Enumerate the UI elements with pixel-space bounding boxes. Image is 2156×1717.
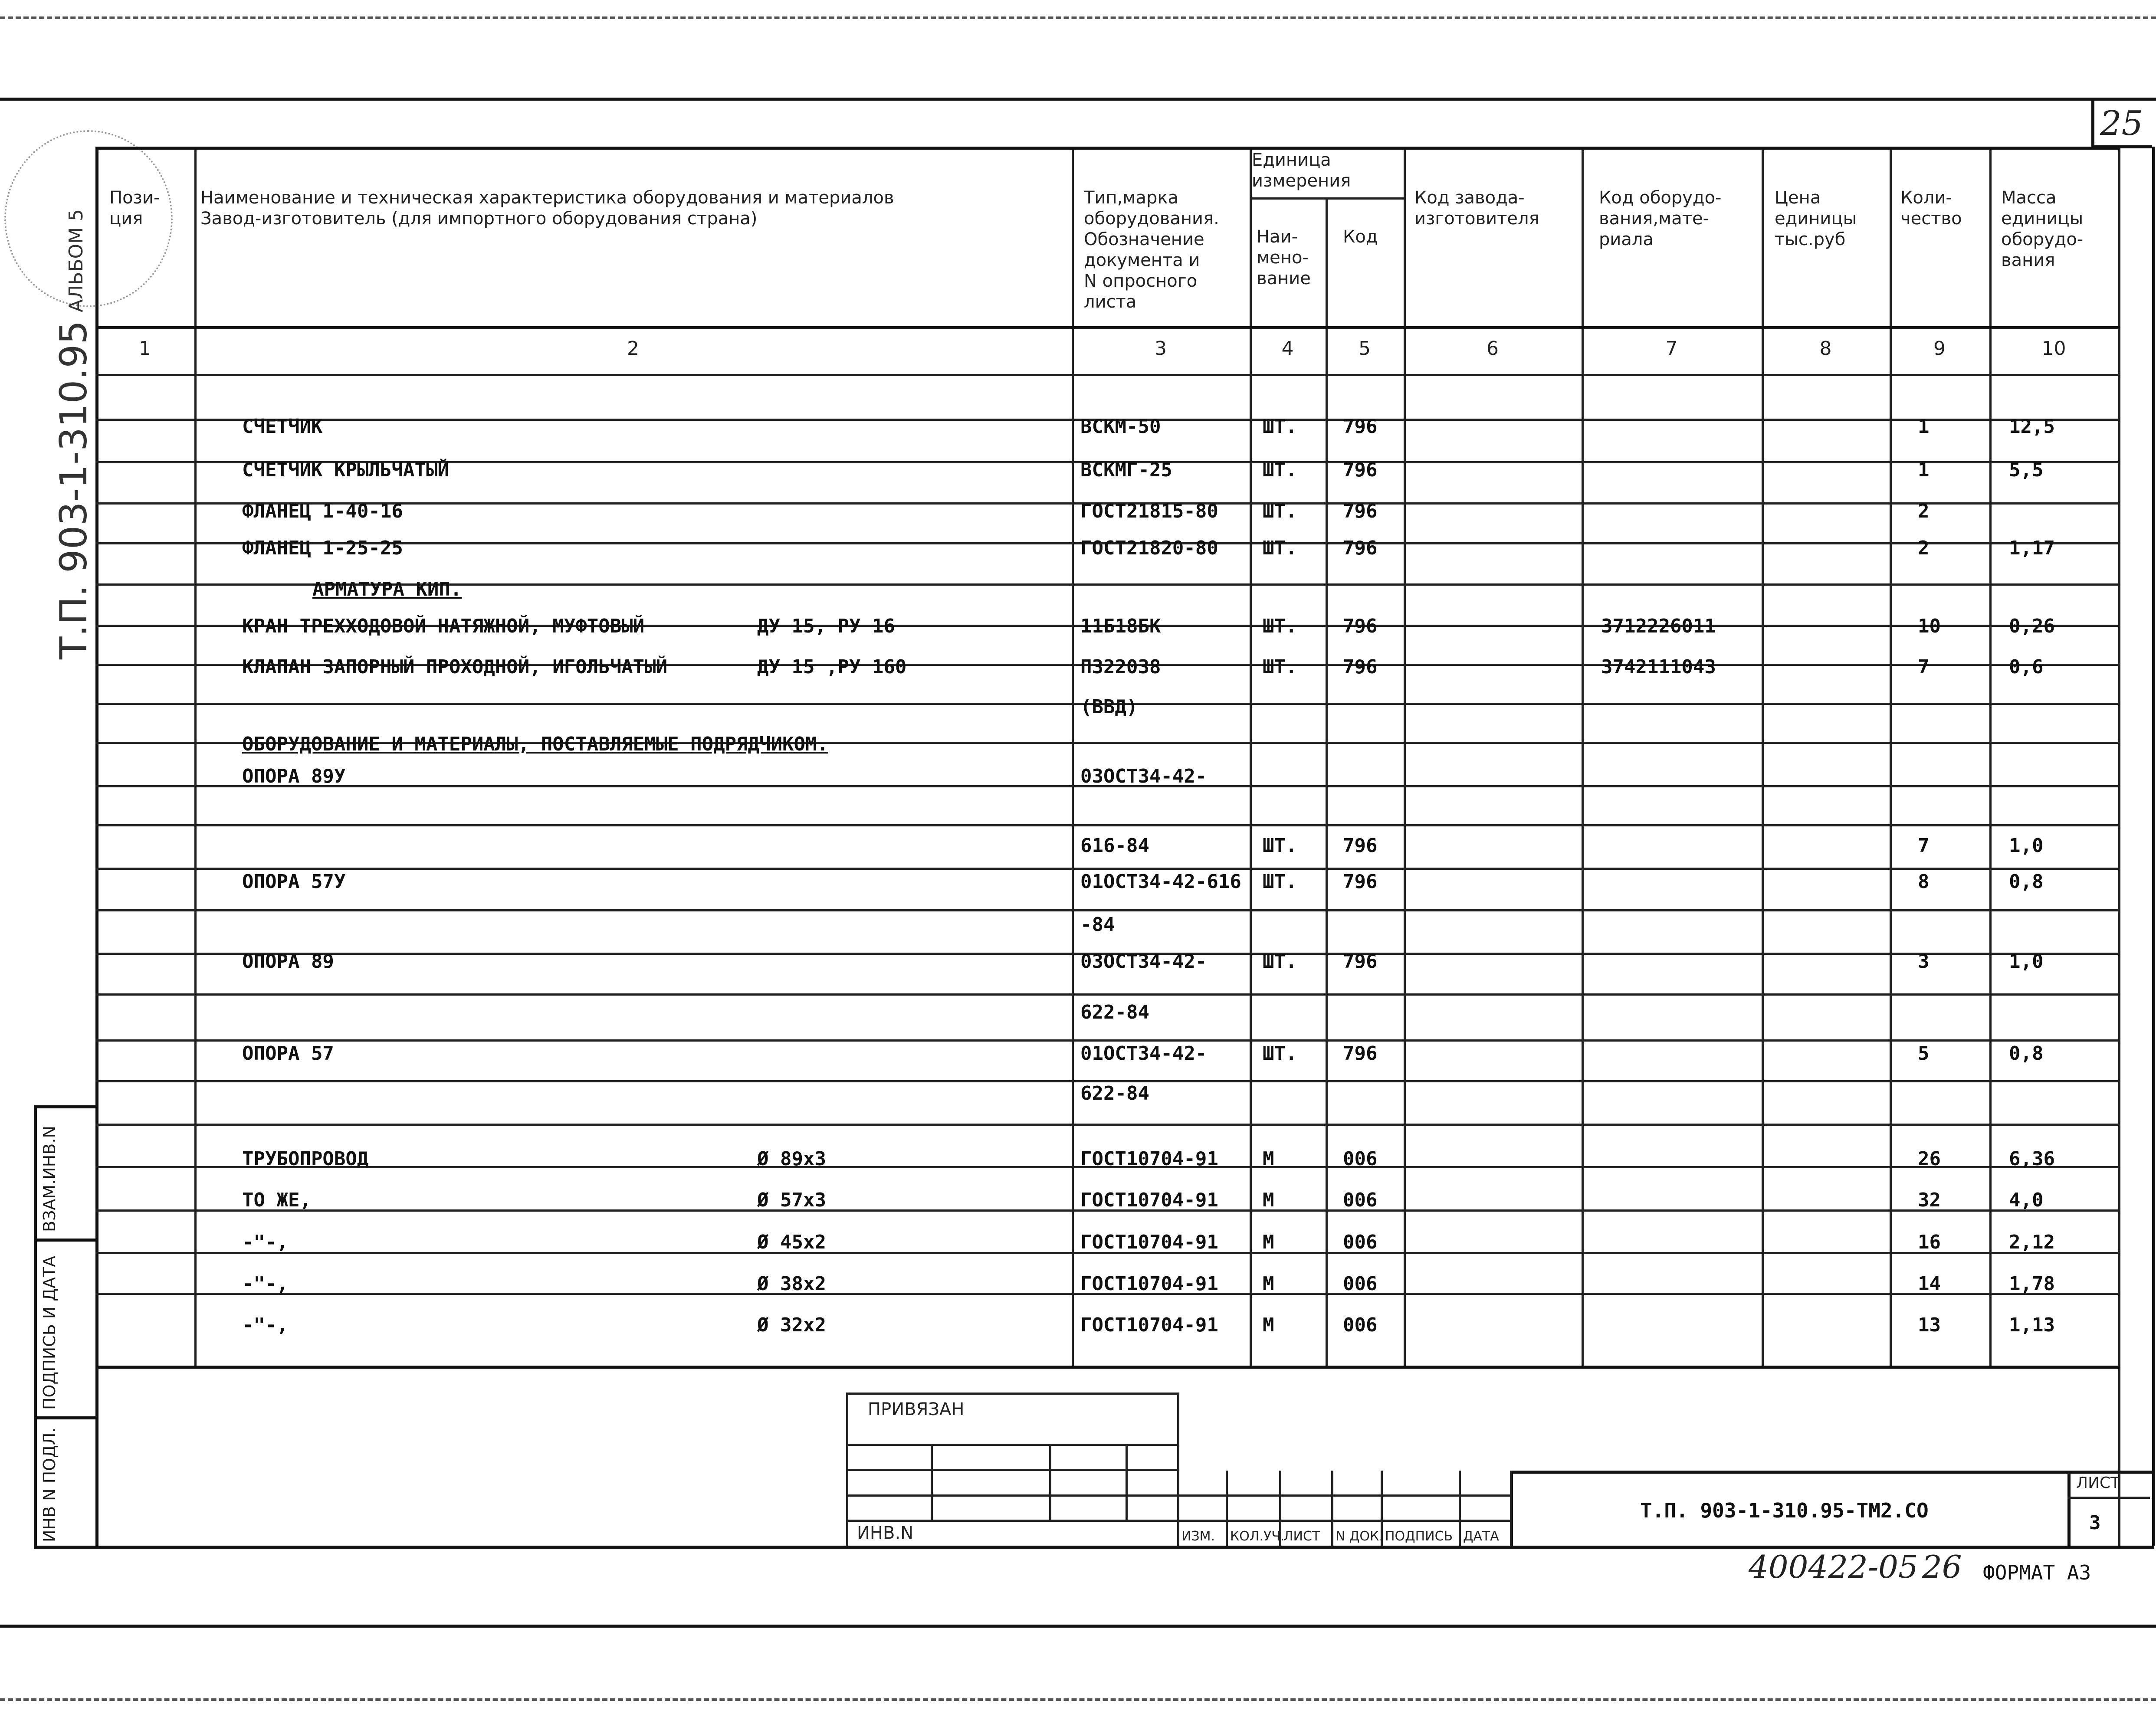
row-18-quantity: 32 [1918,1189,1941,1211]
row-15-quantity: 5 [1918,1042,1930,1065]
row-19-quantity: 16 [1918,1231,1941,1253]
row-15-unit: ШТ. [1263,1042,1297,1065]
stamp-col-label-3: N ДОК. [1336,1529,1383,1544]
row-20-unit: М [1263,1273,1274,1295]
row-13-type: 03ОСТ34-42- [1080,950,1207,973]
privyazan-label: ПРИВЯЗАН [868,1399,965,1419]
row-10-mass: 1,0 [2009,835,2044,857]
row-5-size: ДУ 15, РУ 16 [757,615,895,637]
row-13-quantity: 3 [1918,950,1930,973]
row-18-name: ТО ЖЕ, [242,1189,311,1211]
row-15-type: 01ОСТ34-42- [1080,1042,1207,1065]
stamp-col-label-1: КОЛ.УЧ. [1230,1529,1285,1544]
row-3-type: ГОСТ21820-80 [1080,537,1218,559]
col-line-1 [194,147,197,1366]
row-5-unit: ШТ. [1263,615,1297,637]
row-5-equipment-code: 3712226011 [1601,615,1716,637]
side-document-label: Т.П. 903-1-310.95 [52,320,95,659]
row-1-name: СЧЕТЧИК КРЫЛЬЧАТЫЙ [242,459,449,481]
header-position: Пози- ция [109,188,160,229]
row-21-size: Ø 32x2 [757,1314,826,1336]
header-unit-code: Код [1343,227,1378,247]
col-line-6 [1582,147,1584,1366]
side-block-sep-3 [34,1416,97,1419]
row-20-mass: 1,78 [2009,1273,2055,1295]
frame-bottom [0,1625,2156,1628]
col-line-2 [1072,147,1074,1366]
privyazan-row-1 [846,1444,1178,1446]
row-line-17 [95,1124,2120,1126]
row-13-unit: ШТ. [1263,950,1297,973]
col-line-9 [1989,147,1992,1366]
row-1-unit: ШТ. [1263,459,1297,481]
side-blocks-left [34,1105,37,1546]
column-number-2: 2 [627,338,639,360]
privyazan-row-2 [846,1469,1178,1471]
row-line-11 [95,868,2120,870]
header-unit-name: Наи- мено- вание [1257,227,1311,288]
row-6-size: ДУ 15 ,РУ 160 [757,656,907,678]
row-21-name: -"-, [242,1314,288,1336]
stamp-col-label-4: ПОДПИСЬ [1385,1529,1453,1544]
corner-box-left [2091,98,2094,145]
top-cut-line [0,16,2156,19]
bottom-cut-line [0,1698,2156,1701]
column-number-4: 4 [1281,338,1294,360]
row-11-code: 796 [1343,871,1378,893]
row-5-mass: 0,26 [2009,615,2055,637]
document-code: Т.П. 903-1-310.95-ТМ2.СО [1640,1499,1929,1522]
row-17-type: ГОСТ10704-91 [1080,1148,1218,1170]
header-type: Тип,марка оборудования. Обозначение документа и N опросного листа [1084,188,1219,312]
col-line-7 [1762,147,1764,1366]
stamp-col-label-2: ЛИСТ [1283,1529,1320,1544]
row-20-type: ГОСТ10704-91 [1080,1273,1218,1295]
list-number: 3 [2089,1512,2101,1534]
column-number-6: 6 [1487,338,1499,360]
table-top-border [95,147,2120,150]
row-line-12 [95,909,2120,911]
handwritten-count: 26 [1922,1549,1962,1585]
row-17-mass: 6,36 [2009,1148,2055,1170]
row-20-name: -"-, [242,1273,288,1295]
row-2-type: ГОСТ21815-80 [1080,500,1218,522]
row-12-type: -84 [1080,914,1115,936]
row-18-unit: М [1263,1189,1274,1211]
header-mass: Масса единицы оборудо- вания [2001,188,2084,270]
privyazan-col-1 [931,1444,933,1520]
col-line-4 [1326,197,1328,1366]
stamp-top [1510,1471,2154,1474]
row-11-type: 01ОСТ34-42-616 [1080,871,1241,893]
row-6-name: КЛАПАН ЗАПОРНЫЙ ПРОХОДНОЙ, ИГОЛЬЧАТЫЙ [242,656,668,678]
row-2-name: ФЛАНЕЦ 1-40-16 [242,500,403,522]
stamp-col-line-1 [1279,1471,1281,1547]
row-3-name: ФЛАНЕЦ 1-25-25 [242,537,403,559]
column-number-10: 10 [2041,338,2066,360]
row-line-10 [95,824,2120,826]
row-2-unit: ШТ. [1263,500,1297,522]
side-block-inv-podl: ИНВ N ПОДЛ. [40,1427,59,1542]
row-19-mass: 2,12 [2009,1231,2055,1253]
row-5-quantity: 10 [1918,615,1941,637]
privyazan-row-3 [846,1494,1510,1497]
row-18-mass: 4,0 [2009,1189,2044,1211]
row-16-type: 622-84 [1080,1082,1149,1104]
column-number-5: 5 [1359,338,1371,360]
row-21-quantity: 13 [1918,1314,1941,1336]
row-13-mass: 1,0 [2009,950,2044,973]
row-17-code: 006 [1343,1148,1378,1170]
row-0-name: СЧЕТЧИК [242,416,323,438]
side-block-zam-inv: ВЗАМ.ИНВ.N [40,1126,59,1232]
row-18-type: ГОСТ10704-91 [1080,1189,1218,1211]
row-line-14 [95,993,2120,996]
row-15-name: ОПОРА 57 [242,1042,334,1065]
col-line-5 [1404,147,1406,1366]
header-equipment-code: Код оборудо- вания,мате- риала [1599,188,1722,249]
privyazan-top [846,1393,1178,1395]
row-13-code: 796 [1343,950,1378,973]
header-bottom [95,326,2120,329]
header-factory-code: Код завода- изготовителя [1414,188,1539,229]
row-20-code: 006 [1343,1273,1378,1295]
column-number-9: 9 [1933,338,1946,360]
col-line-8 [1890,147,1892,1366]
stamp-col-line-0 [1226,1471,1228,1547]
row-11-quantity: 8 [1918,871,1930,893]
stamp-col-line-4 [1459,1471,1461,1547]
row-19-code: 006 [1343,1231,1378,1253]
row-6-unit: ШТ. [1263,656,1297,678]
privyazan-col-3 [1126,1444,1128,1520]
row-21-mass: 1,13 [2009,1314,2055,1336]
row-13-name: ОПОРА 89 [242,950,334,973]
header-price: Цена единицы тыс.руб [1775,188,1857,249]
row-10-type: 616-84 [1080,835,1149,857]
stamp-col-label-5: ДАТА [1463,1529,1499,1544]
row-19-size: Ø 45x2 [757,1231,826,1253]
stamp-col-line-3 [1381,1471,1383,1547]
row-5-type: 11Б18БК [1080,615,1161,637]
row-6-equipment-code: 3742111043 [1601,656,1716,678]
table-right-border [2152,147,2155,1546]
row-1-quantity: 1 [1918,459,1930,481]
row-19-type: ГОСТ10704-91 [1080,1231,1218,1253]
column-number-7: 7 [1665,338,1678,360]
row-1-type: ВСКМГ-25 [1080,459,1172,481]
row-2-code: 796 [1343,500,1378,522]
title-block-bottom [95,1546,2154,1549]
side-block-sep-1 [34,1105,97,1108]
stamp-col-line-2 [1331,1471,1333,1547]
col-line-10 [2118,147,2120,1546]
frame-top [0,98,2156,101]
row-0-mass: 12,5 [2009,416,2055,438]
row-7-type: (ВВД) [1080,696,1138,718]
row-11-unit: ШТ. [1263,871,1297,893]
row-3-code: 796 [1343,537,1378,559]
row-19-unit: М [1263,1231,1274,1253]
list-label: ЛИСТ [2076,1474,2120,1492]
row-11-mass: 0,8 [2009,871,2044,893]
row-14-type: 622-84 [1080,1001,1149,1023]
column-number-8: 8 [1819,338,1832,360]
numrow-bottom [95,374,2120,376]
row-3-mass: 1,17 [2009,537,2055,559]
page-corner-number: 25 [2100,104,2143,143]
row-18-code: 006 [1343,1189,1378,1211]
row-10-unit: ШТ. [1263,835,1297,857]
row-5-code: 796 [1343,615,1378,637]
table-bottom [95,1366,2120,1369]
handwritten-number: 400422-05 [1749,1549,1918,1585]
row-line-15 [95,1039,2120,1042]
row-19-name: -"-, [242,1231,288,1253]
side-block-sep-4 [34,1546,97,1549]
stamp-right-list [2067,1471,2071,1547]
row-21-code: 006 [1343,1314,1378,1336]
row-9-name: ОПОРА 89У [242,765,346,787]
row-6-type: П322038 [1080,656,1161,678]
row-1-mass: 5,5 [2009,459,2044,481]
row-17-quantity: 26 [1918,1148,1941,1170]
row-15-mass: 0,8 [2009,1042,2044,1065]
row-10-quantity: 7 [1918,835,1930,857]
row-3-unit: ШТ. [1263,537,1297,559]
row-9-type: 03ОСТ34-42- [1080,765,1207,787]
header-quantity: Коли- чество [1900,188,1962,229]
row-20-size: Ø 38x2 [757,1273,826,1295]
row-3-quantity: 2 [1918,537,1930,559]
row-0-code: 796 [1343,416,1378,438]
privyazan-row-4 [846,1520,1510,1522]
stamp-col-label-0: ИЗМ. [1181,1529,1215,1544]
row-4-name: АРМАТУРА КИП. [312,578,462,600]
row-0-type: ВСКМ-50 [1080,416,1161,438]
row-6-quantity: 7 [1918,656,1930,678]
row-5-name: КРАН ТРЕХХОДОВОЙ НАТЯЖНОЙ, МУФТОВЫЙ [242,615,645,637]
inv-label: ИНВ.N [857,1523,914,1543]
row-10-code: 796 [1343,835,1378,857]
column-number-1: 1 [139,338,151,360]
row-6-code: 796 [1343,656,1378,678]
header-name: Наименование и техническая характеристика оборудования и материалов Завод-изготовитель (для импортного оборудования страна) [200,188,894,229]
side-block-podpis: ПОДПИСЬ И ДАТА [40,1255,59,1410]
privyazan-col-2 [1049,1444,1051,1520]
row-17-name: ТРУБОПРОВОД [242,1148,369,1170]
row-6-mass: 0,6 [2009,656,2044,678]
row-8-name: ОБОРУДОВАНИЕ И МАТЕРИАЛЫ, ПОСТАВЛЯЕМЫЕ ПОДРЯДЧИКОМ. [242,733,829,755]
unit-group-sep [1250,197,1404,200]
row-15-code: 796 [1343,1042,1378,1065]
row-21-type: ГОСТ10704-91 [1080,1314,1218,1336]
row-11-name: ОПОРА 57У [242,871,346,893]
row-1-code: 796 [1343,459,1378,481]
row-17-unit: М [1263,1148,1274,1170]
stamp-col-line-5 [1510,1471,1512,1547]
list-sep [2067,1497,2150,1499]
header-unit-group: Единица измерения [1252,150,1351,191]
album-label: АЛЬБОМ 5 [65,209,87,312]
format-label: ФОРМАТ А3 [1983,1561,2091,1584]
col-line-3 [1250,147,1252,1366]
row-0-unit: ШТ. [1263,416,1297,438]
column-number-3: 3 [1155,338,1167,360]
row-0-quantity: 1 [1918,416,1930,438]
row-18-size: Ø 57x3 [757,1189,826,1211]
row-17-size: Ø 89x3 [757,1148,826,1170]
row-2-quantity: 2 [1918,500,1930,522]
side-block-sep-2 [34,1239,97,1242]
row-21-unit: М [1263,1314,1274,1336]
row-20-quantity: 14 [1918,1273,1941,1295]
